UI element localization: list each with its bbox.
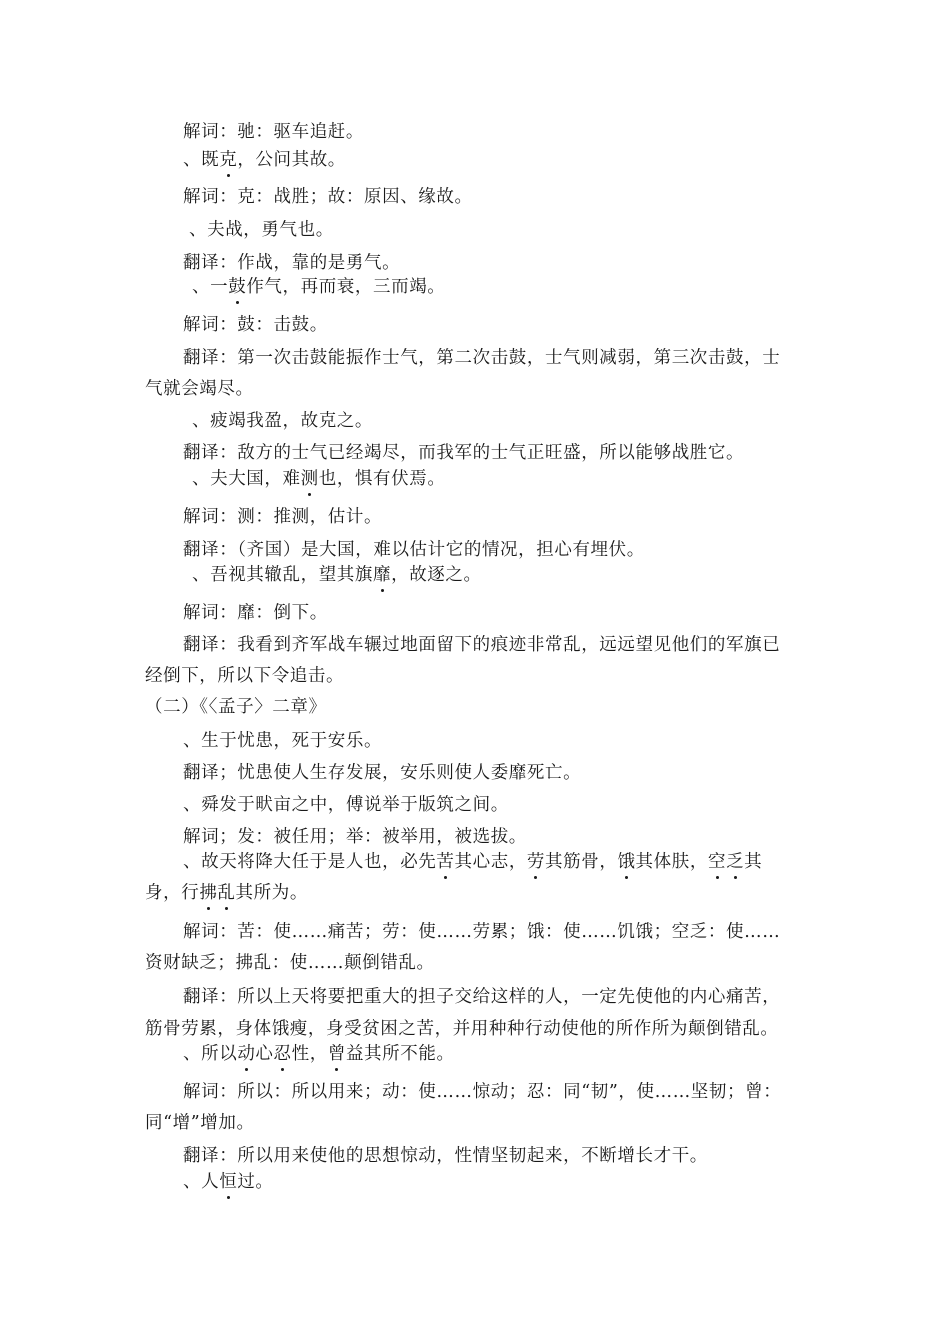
source-sentence [183, 150, 848, 170]
translation-line: 翻译：第一次击鼓能振作士气，第二次击鼓，士气则减弱，第三次击鼓，士 [183, 348, 781, 368]
source-sentence [192, 565, 857, 585]
translation-line: 翻译：（齐国）是大国，难以估计它的情况，担心有埋伏。 [183, 540, 645, 560]
source-sentence: 、夫战，勇气也。 [189, 220, 334, 240]
section-heading: （二）《〈孟子〉二章》 [145, 697, 327, 717]
emphasis-dot: 靡 [373, 565, 392, 585]
source-sentence [183, 852, 848, 872]
annotation-line: 解词：靡：倒下。 [183, 603, 328, 623]
text-segment: 、夫大国，难 [192, 469, 301, 489]
text-segment: 、一 [192, 277, 229, 297]
source-sentence [192, 469, 857, 489]
emphasis-dot: 曾 [327, 1044, 346, 1064]
source-sentence: 、生于忧患，死于安乐。 [183, 731, 383, 751]
source-sentence [192, 277, 857, 297]
source-sentence [183, 1172, 848, 1192]
source-sentence [183, 1044, 848, 1064]
text-segment: 身，行 [145, 883, 200, 903]
annotation-line: 解词：驰：驱车追赶。 [183, 122, 364, 142]
emphasis-dot: 克 [219, 150, 238, 170]
emphasis-dot: 乱 [217, 883, 236, 903]
emphasis-dot: 动 [237, 1044, 256, 1064]
translation-line: 翻译；忧患使人生存发展，安乐则使人委靡死亡。 [183, 763, 582, 783]
emphasis-dot: 饿 [617, 852, 636, 872]
text-segment: 过。 [237, 1172, 274, 1192]
text-segment: ，故逐之。 [391, 565, 482, 585]
text-segment: 其心志， [454, 852, 527, 872]
emphasis-dot: 苦 [436, 852, 455, 872]
text-segment: 作气，再而衰，三而竭。 [246, 277, 446, 297]
translation-line: 翻译：所以上天将要把重大的担子交给这样的人，一定先使他的内心痛苦， [183, 987, 781, 1007]
text-segment: 其体肤， [635, 852, 708, 872]
annotation-line: 解词：克：战胜；故：原因、缘故。 [183, 187, 473, 207]
annotation-line: 解词：测：推测，估计。 [183, 507, 383, 527]
annotation-line: 解词：苦：使……痛苦；劳：使……劳累；饿：使……饥饿；空乏：使…… [183, 922, 781, 942]
text-segment: 、吾视其辙乱，望其旗 [192, 565, 373, 585]
text-segment: 、既 [183, 150, 220, 170]
translation-line-continued: 气就会竭尽。 [145, 379, 254, 399]
translation-line-continued: 筋骨劳累，身体饿瘦，身受贫困之苦，并用种种行动使他的所作所为颠倒错乱。 [145, 1019, 779, 1039]
emphasis-dot: 恒 [219, 1172, 238, 1192]
emphasis-dot: 鼓 [228, 277, 247, 297]
translation-line: 翻译：敌方的士气已经竭尽，而我军的士气正旺盛，所以能够战胜它。 [183, 443, 745, 463]
translation-line: 翻译：所以用来使他的思想惊动，性情坚韧起来，不断增长才干。 [183, 1146, 708, 1166]
translation-line: 翻译：我看到齐军战车辗过地面留下的痕迹非常乱，远远望见他们的军旗已 [183, 635, 781, 655]
source-sentence-continued [145, 883, 810, 903]
emphasis-dot: 乏 [726, 852, 745, 872]
text-segment: 、故天将降大任于是人也，必先 [183, 852, 437, 872]
annotation-line: 解词；发：被任用；举：被举用，被选拔。 [183, 827, 527, 847]
annotation-line: 解词：所以：所以用来；动：使……惊动；忍：同“韧”，使……坚韧；曾： [183, 1082, 782, 1102]
text-segment: 其 [744, 852, 763, 872]
text-segment: 性， [291, 1044, 328, 1064]
source-sentence: 、舜发于畎亩之中，傅说举于版筑之间。 [183, 795, 509, 815]
text-segment: 益其所不能。 [345, 1044, 455, 1064]
text-segment: 心 [255, 1044, 274, 1064]
text-segment: 也，惧有伏焉。 [318, 469, 446, 489]
translation-line: 翻译：作战，靠的是勇气。 [183, 253, 401, 273]
annotation-line-continued: 资财缺乏；拂乱：使……颠倒错乱。 [145, 953, 435, 973]
text-segment: 其筋骨， [545, 852, 618, 872]
text-segment: ，公问其故。 [237, 150, 346, 170]
text-segment: 其所为。 [235, 883, 308, 903]
source-sentence: 、疲竭我盈，故克之。 [192, 411, 373, 431]
emphasis-dot: 测 [300, 469, 319, 489]
emphasis-dot: 劳 [526, 852, 546, 872]
annotation-line-continued: 同“增”增加。 [145, 1113, 255, 1133]
text-segment: 、所以 [183, 1044, 238, 1064]
emphasis-dot: 忍 [273, 1044, 292, 1064]
text-segment: 、人 [183, 1172, 220, 1192]
translation-line-continued: 经倒下，所以下令追击。 [145, 666, 345, 686]
emphasis-dot: 空 [707, 852, 727, 872]
emphasis-dot: 拂 [199, 883, 218, 903]
annotation-line: 解词：鼓：击鼓。 [183, 315, 328, 335]
